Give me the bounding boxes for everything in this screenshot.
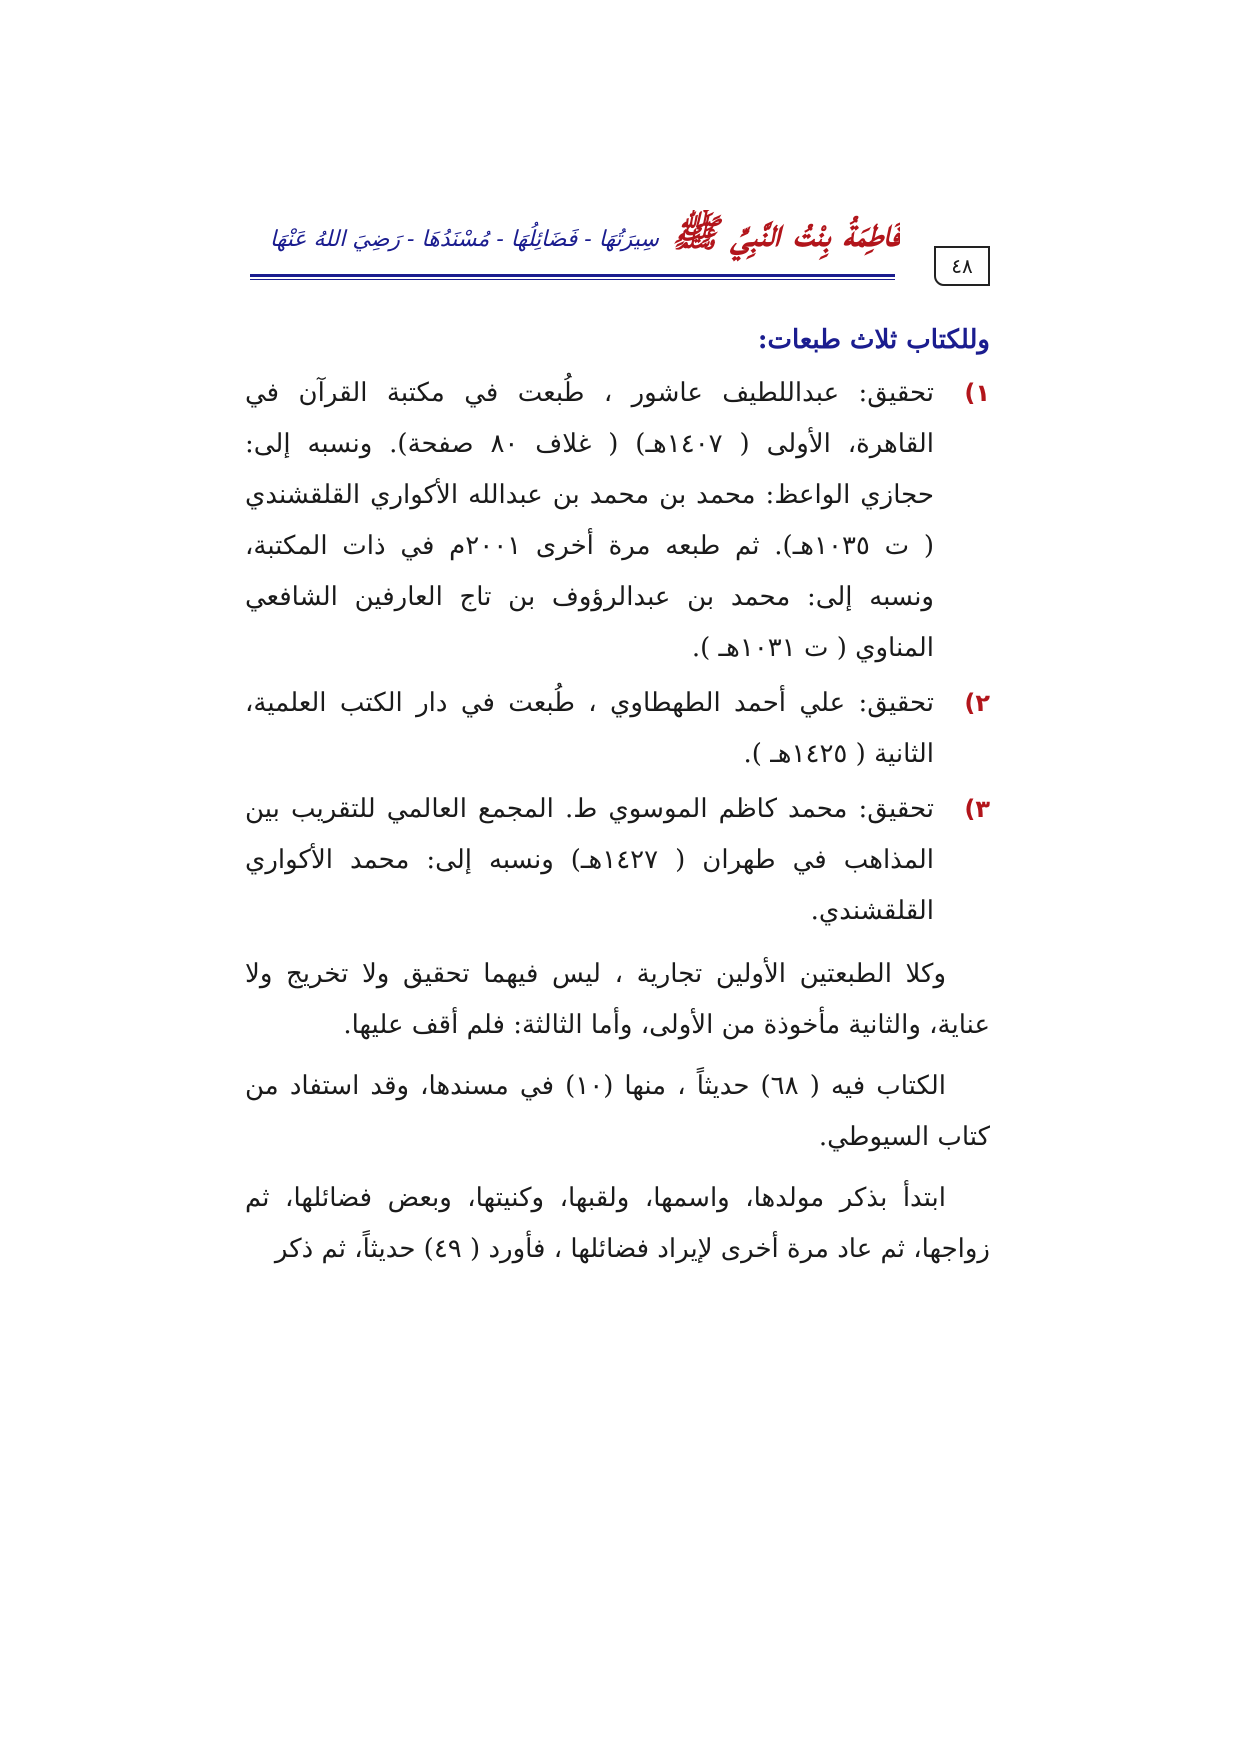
list-item-text: تحقيق: محمد كاظم الموسوي ط. المجمع العالمي للتقريب بين المذاهب في طهران ( ١٤٢٧هـ) ونسبه إلى: محمد الأكواري القلقشندي. — [245, 794, 934, 926]
list-item-number: ٣) — [964, 795, 990, 823]
running-title — [250, 210, 900, 272]
page-header — [250, 200, 990, 282]
paragraph: وكلا الطبعتين الأولين تجارية ، ليس فيهما تحقيق ولا تخريج ولا عناية، والثانية مأخوذة من الأولى، وأما الثالثة: فلم أقف عليها. — [245, 959, 990, 1040]
list-item-text: تحقيق: علي أحمد الطهطاوي ، طُبعت في دار الكتب العلمية، الثانية ( ١٤٢٥هـ ). — [245, 688, 934, 769]
list-item — [245, 368, 990, 674]
header-rule — [250, 274, 895, 280]
editions-list — [245, 368, 990, 937]
paragraph: الكتاب فيه ( ٦٨) حديثاً ، منها (١٠) في مسندها، وقد استفاد من كتاب السيوطي. — [245, 1071, 990, 1152]
page-number: ٤٨ — [934, 246, 990, 286]
list-item — [245, 784, 990, 937]
list-item-number: ٢) — [964, 689, 990, 717]
list-item — [245, 678, 990, 780]
book-title: فَاطِمَةُ بِنْتُ النَّبِيِّ ﷺ — [672, 210, 900, 255]
book-subtitle: سِيرَتُهَا - فَضَائِلُهَا - مُسْنَدُهَا - رَضِيَ اللهُ عَنْهَا — [269, 227, 659, 252]
section-heading: وللكتاب ثلاث طبعات: — [757, 325, 990, 355]
paragraph: ابتدأ بذكر مولدها، واسمها، ولقبها، وكنيتها، وبعض فضائلها، ثم زواجها، ثم عاد مرة أخرى لإيراد فضائلها ، فأورد ( ٤٩) حديثاً، ثم ذكر — [245, 1183, 990, 1264]
page-body — [245, 315, 990, 1275]
list-item-number: ١) — [964, 379, 990, 407]
list-item-text: تحقيق: عبداللطيف عاشور ، طُبعت في مكتبة القرآن في القاهرة، الأولى ( ١٤٠٧هـ) ( غلاف ٨٠ صفحة). ونسبه إلى: حجازي الواعظ: محمد بن محمد بن عبدالله الأكواري القلقشندي ( ت ١٠٣٥هـ). ثم طبعه مرة أخرى ٢٠٠١م في ذات المكتبة، ونسبه إلى: محمد بن عبدالرؤوف بن تاج العارفين الشافعي المناوي ( ت ١٠٣١هـ ). — [245, 378, 934, 663]
